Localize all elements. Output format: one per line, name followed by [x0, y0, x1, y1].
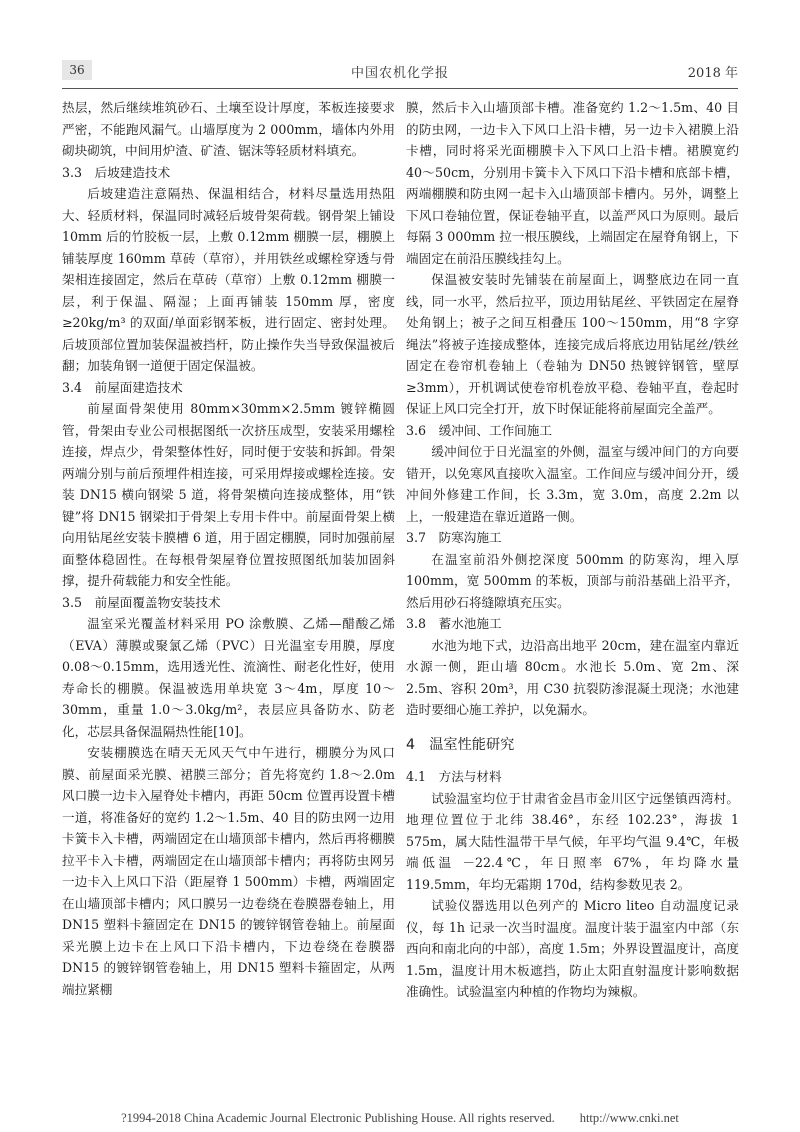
copyright-footer: ?1994-2018 China Academic Journal Electronic Publishing House. All rights reserved. http://www.cnki.net — [121, 1111, 679, 1125]
subsection-heading: 3.7 防寒沟施工 — [406, 530, 502, 545]
publication-year: 2018 年 — [687, 66, 738, 81]
paragraph: 膜，然后卡入山墙顶部卡槽。准备宽约 1.2～1.5m、40 目的防虫网，一边卡入下风口上沿卡槽，另一边卡入裙膜上沿卡槽，同时将采光面棚膜卡入下风口上沿卡槽。裙膜宽约 40～50cm，分别用卡簧卡入下风口下沿卡槽和底部卡槽，两端棚膜和防虫网一起卡入山墙顶部卡槽内。另外，调整上下风口卷轴位置，保证卷轴平直，以盖严风口为原则。最后每隔 3 000mm 拉一根压膜线，上端固定在屋脊角钢上，下端固定在前沿压膜线挂勾上。 — [406, 100, 739, 266]
section-heading: 4 温室性能研究 — [406, 736, 515, 753]
subsection-heading: 4.1 方法与材料 — [406, 769, 502, 784]
left-column — [62, 97, 395, 1000]
subsection-heading: 3.3 后坡建造技术 — [62, 164, 171, 180]
paragraph: 后坡建造注意隔热、保温相结合，材料尽量选用热阻大、轻质材料，保温同时减轻后坡骨架荷载。钢骨架上铺设 10mm 后的竹胶板一层，上敷 0.12mm 棚膜一层，棚膜上铺装厚度 160mm 草砖（草帘），并用铁丝或螺栓穿透与骨架相连接固定，然后在草砖（草帘）上敷 0.12mm 棚膜一层，利于保温、隔湿；上面再铺装 150mm 厚，密度≥20kg/m³ 的双面/单面彩钢苯板，进行固定、密封处理。后坡顶部位置加装保温被挡杆，防止操作失当导致保温被后翻；加装角钢一道便于固定保温被。 — [62, 186, 395, 373]
subsection-heading: 3.4 前屋面建造技术 — [62, 379, 183, 395]
paragraph: 在温室前沿外侧挖深度 500mm 的防寒沟，埋入厚 100mm，宽 500mm 的苯板，顶部与前沿基础上沿平齐，然后用砂石将缝隙填充压实。 — [406, 551, 739, 610]
page-header — [62, 52, 738, 86]
paragraph: 前屋面骨架使用 80mm×30mm×2.5mm 镀锌椭圆管，骨架由专业公司根据图纸一次挤压成型，安装采用螺栓连接，焊点少，骨架整体性好，同时便于安装和拆卸。骨架两端分别与前后预埋件相连接，可采用焊接或螺栓连接。安装 DN15 横向钢梁 5 道，将骨架横向连接成整体，用“铁键”将 DN15 钢梁扣于骨架上专用卡件中。前屋面骨架上横向用钻尾丝安装卡膜槽 6 道，用于固定棚膜，同时加强前屋面整体稳固性。在每根骨架屋脊位置按照图纸加装加固斜撑，提升荷载能力和安全性能。 — [62, 401, 395, 588]
paragraph: 水池为地下式，边沿高出地平 20cm，建在温室内靠近水源一侧，距山墙 80cm。水池长 5.0m、宽 2m、深 2.5m、容积 20m³，用 C30 抗裂防渗混凝土现浇；水池建造时要细心施工养护，以免漏水。 — [406, 637, 739, 717]
paragraph: 试验仪器选用以色列产的 Micro liteo 自动温度记录仪，每 1h 记录一次当时温度。温度计装于温室内中部（东西向和南北向的中部），高度 1.5m；外界设置温度计，高度 1.5m，温度计用木板遮挡，防止太阳直射温度计影响数据准确性。试验温室内种植的作物均为辣椒。 — [406, 898, 739, 999]
paragraph: 热层，然后继续堆筑砂石、土壤至设计厚度，苯板连接要求严密，不能跑风漏气。山墙厚度为 2 000mm，墙体内外用砌块砌筑，中间用炉渣、矿渣、锯沫等轻质材料填充。 — [62, 100, 395, 158]
subsection-heading: 3.5 前屋面覆盖物安装技术 — [62, 594, 221, 610]
page-number: 36 — [62, 60, 92, 80]
subsection-heading: 3.8 蓄水池施工 — [406, 616, 502, 631]
journal-title: 中国农机化学报 — [350, 66, 449, 81]
paragraph: 安装棚膜选在晴天无风天气中午进行，棚膜分为风口膜、前屋面采光膜、裙膜三部分；首先将宽约 1.8～2.0m 风口膜一边卡入屋脊处卡槽内，再距 50cm 位置再设置卡槽一道，将准备好的宽约 1.2～1.5m、40 目的防虫网一边用卡簧卡入卡槽，两端固定在山墙顶部卡槽内，然后再将棚膜拉平卡入卡槽，两端固定在山墙顶部卡槽内；再将防虫网另一边卡入上风口下沿（距屋脊 1 500mm）卡槽，两端固定在山墙顶部卡槽内；风口膜另一边卷绕在卷膜器卷轴上，用 DN15 塑料卡箍固定在 DN15 的镀锌钢管卷轴上。前屋面采光膜上边卡在上风口下沿卡槽内，下边卷绕在卷膜器 DN15 的镀锌钢管卷轴上，用 DN15 塑料卡箍固定，从两端拉紧棚 — [62, 745, 395, 997]
paragraph: 温室采光覆盖材料采用 PO 涂敷膜、乙烯—醋酸乙烯（EVA）薄膜或聚氯乙烯（PVC）日光温室专用膜，厚度 0.08～0.15mm，选用透光性、流滴性、耐老化性好，使用寿命长的棚膜。保温被选用单块宽 3～4m，厚度 10～30mm，重量 1.0～3.0kg/m²，表层应具备防水、防老化，芯层具备保温隔热性能[10]。 — [62, 616, 395, 739]
right-column — [406, 97, 739, 1003]
header-rule — [62, 88, 738, 89]
subsection-heading: 3.6 缓冲间、工作间施工 — [406, 422, 552, 438]
paragraph: 试验温室均位于甘肃省金昌市金川区宁远堡镇西湾村。地理位置位于北纬 38.46°，东经 102.23°，海拔 1 575m，属大陆性温带干旱气候，年平均气温 9.4℃，年极端低温 －22.4℃，年日照率 67%，年均降水量 119.5mm，年均无霜期 170d，结构参数见表 2。 — [406, 790, 739, 892]
paragraph: 保温被安装时先铺装在前屋面上，调整底边在同一直线，同一水平，然后拉平，顶边用钻尾丝、平铁固定在屋脊处角钢上；被子之间互相叠压 100～150mm，用“8 字穿绳法”将被子连接成整体，连接完成后将底边用钻尾丝/铁丝固定在卷帘机卷轴上（卷轴为 DN50 热镀锌钢管，壁厚≥3mm），开机调试使卷帘机卷放平稳、卷轴平直，卷起时保证上风口完全打开，放下时保证能将前屋面完全盖严。 — [406, 272, 739, 416]
paragraph: 缓冲间位于日光温室的外侧，温室与缓冲间门的方向要错开，以免寒风直接吹入温室。工作间应与缓冲间分开，缓冲间外修建工作间，长 3.3m，宽 3.0m，高度 2.2m 以上，一般建造在靠近道路一侧。 — [406, 444, 739, 524]
